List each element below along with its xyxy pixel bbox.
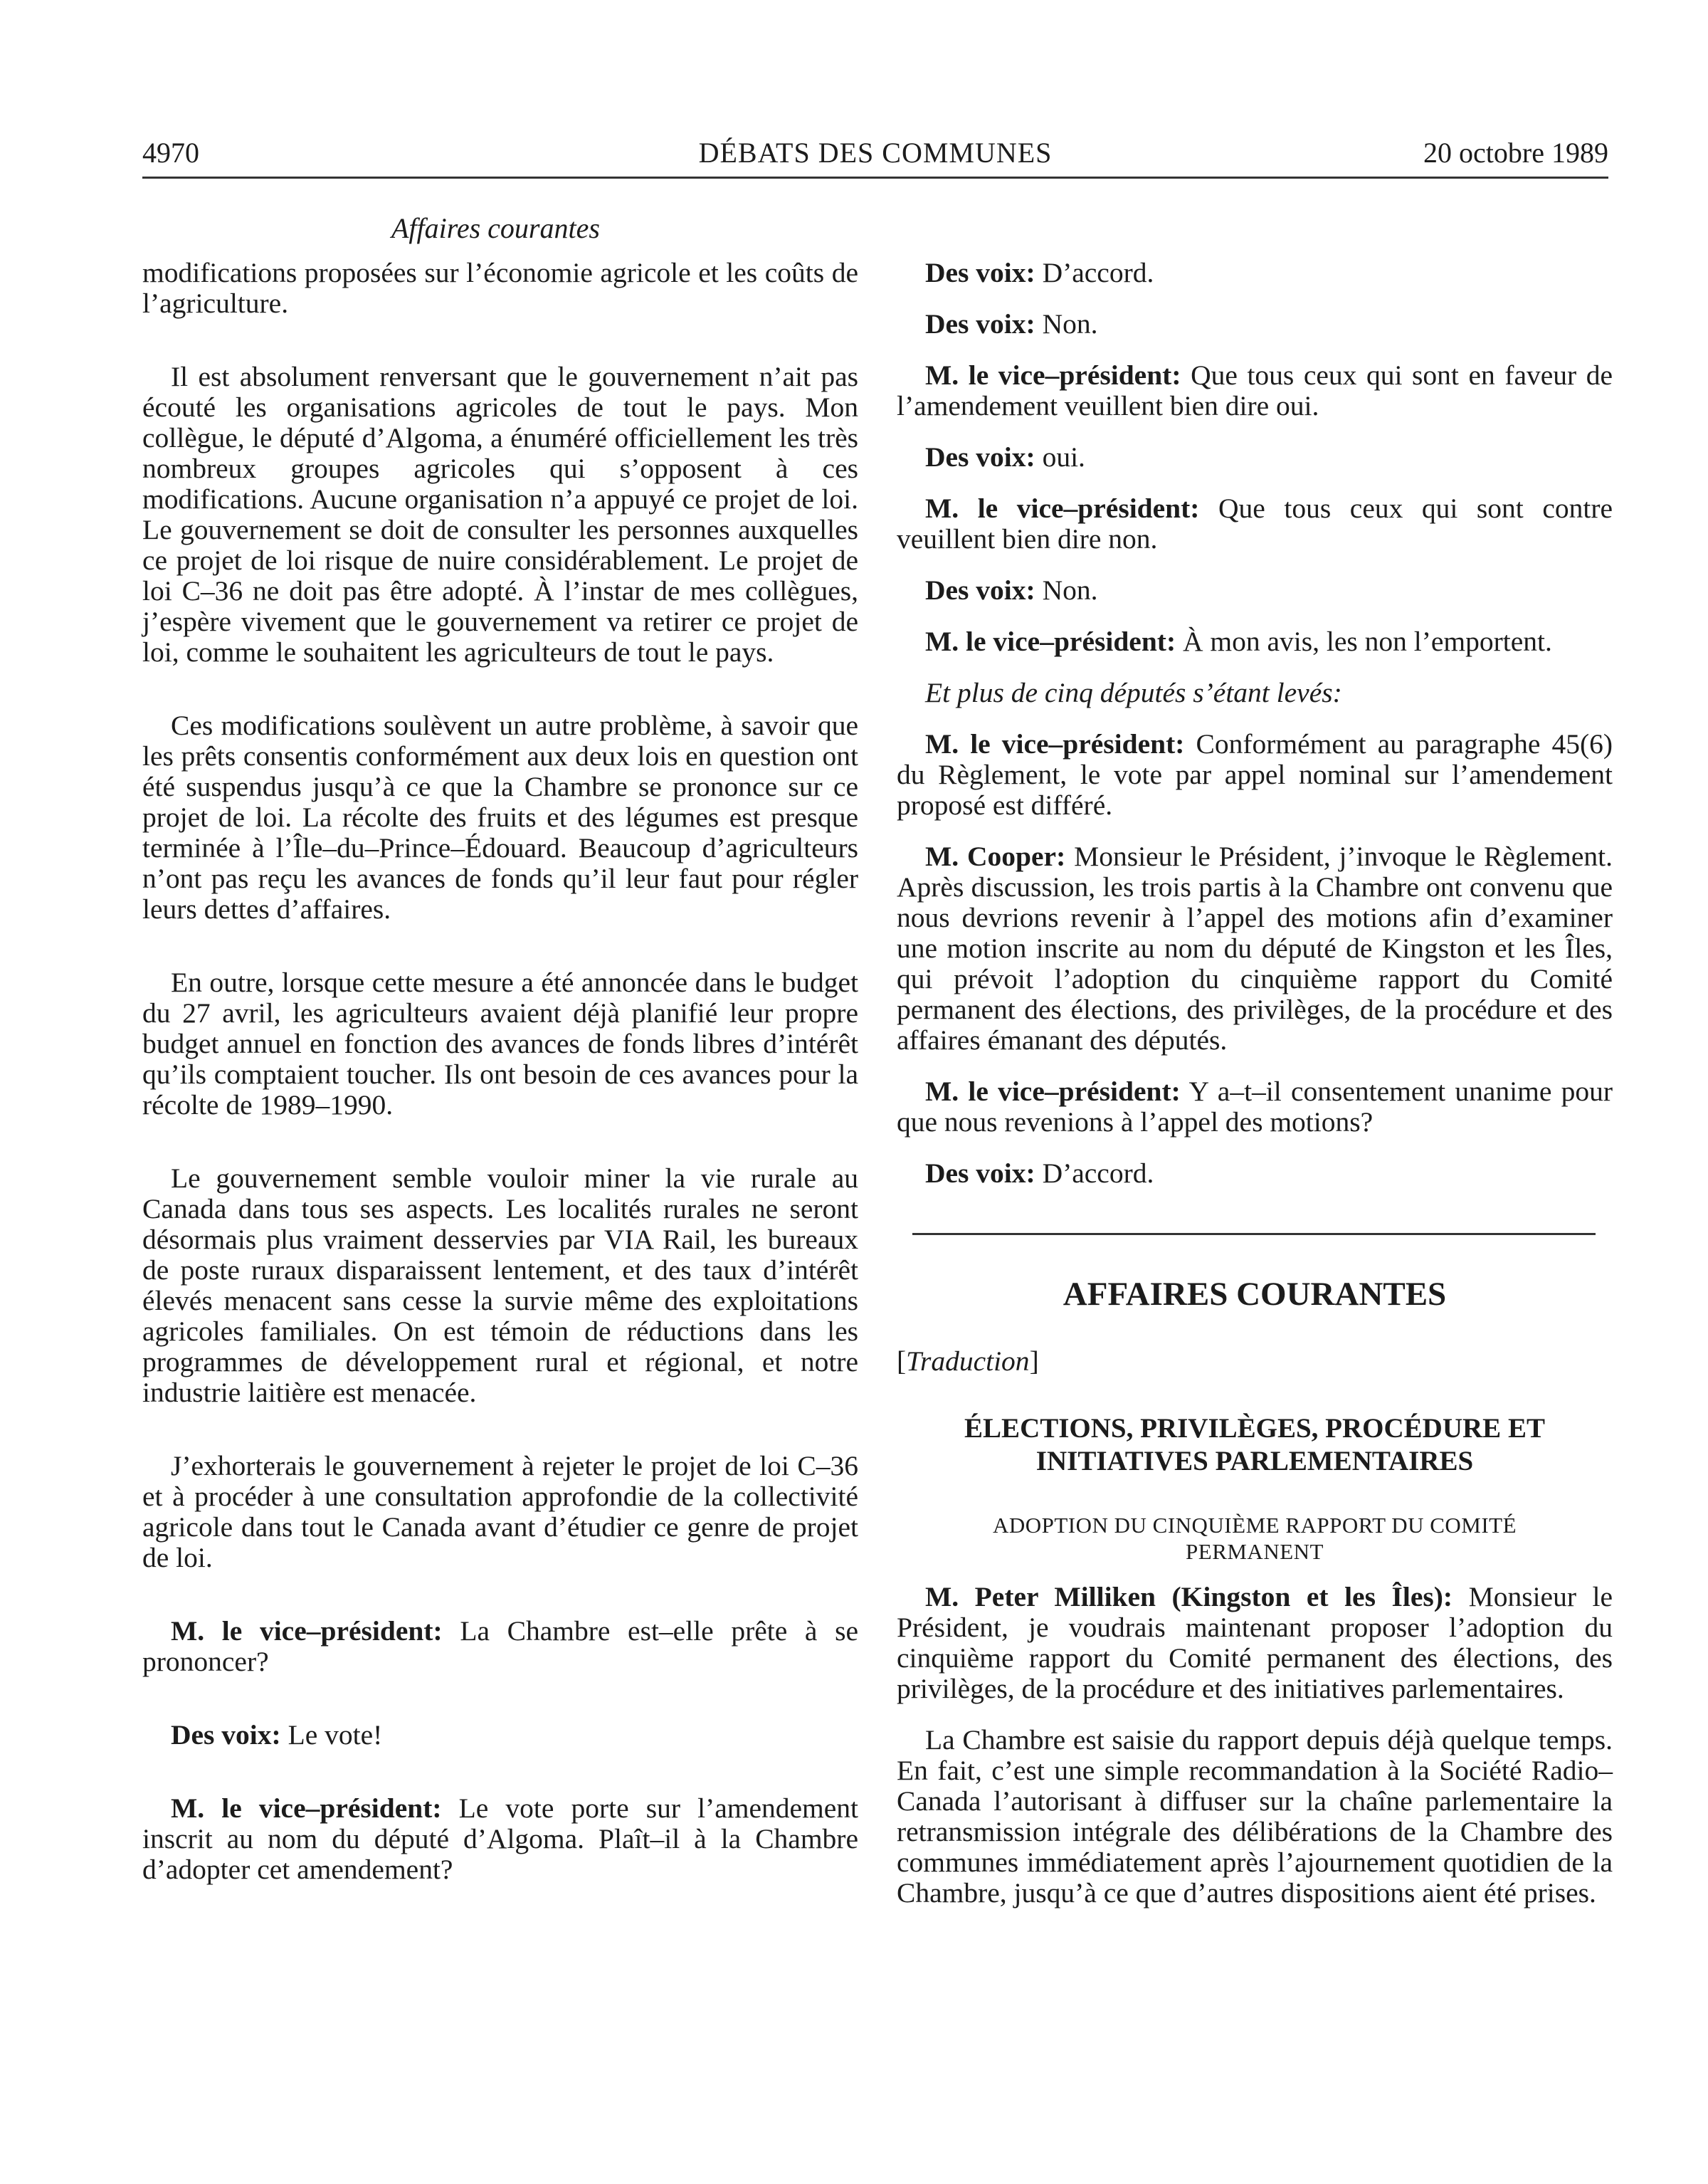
translation-note: [Traduction]: [897, 1345, 1039, 1377]
speech-paragraph: Des voix: oui.: [925, 441, 1085, 473]
speaker-name: M. le vice–président:: [925, 359, 1181, 391]
speaker-name: Des voix:: [925, 257, 1035, 288]
paragraph: J’exhorterais le gouvernement à rejeter le projet de loi C–36 et à procéder à une consultation approfondie de la collectivité agricole dans tout le Canada avant d’étudier ce genre de projet de loi.: [142, 1450, 858, 1573]
paragraph: Il est absolument renversant que le gouvernement n’ait pas écouté les organisations agricoles de tout le pays. Mon collègue, le député d’Algoma, a énuméré officiellement les très nombreux groupes agricoles qui s’opposent à ces modifications. Aucune organisation n’a appuyé ce projet de loi. Le gouvernement se doit de consulter les personnes auxquelles ce projet de loi risque de nuire considérablement. Le projet de loi C–36 ne doit pas être adopté. À l’instar de mes collègues, j’espère vivement que le gouvernement va retirer ce projet de loi, comme le souhaitent les agriculteurs de tout le pays.: [142, 361, 858, 668]
publication-title: DÉBATS DES COMMUNES: [698, 137, 1053, 169]
speech-paragraph: Des voix: Non.: [925, 308, 1098, 340]
speech-paragraph: Des voix: Non.: [925, 574, 1098, 606]
item-heading: ADOPTION DU CINQUIÈME RAPPORT DU COMITÉ PERMANENT: [992, 1513, 1517, 1564]
paragraph: Ces modifications soulèvent un autre problème, à savoir que les prêts consentis conformément aux deux lois en question ont été suspendus jusqu’à ce que la Chambre se prononce sur ce projet de loi. La récolte des fruits et des légumes est presque terminée à l’Île–du–Prince–Édouard. Beaucoup d’agriculteurs n’ont pas reçu les avances de fonds qu’il leur faut pour régler leurs dettes d’affaires.: [142, 710, 858, 925]
running-section-label: Affaires courantes: [391, 212, 600, 244]
speaker-name: M. Cooper:: [925, 841, 1066, 872]
stage-direction: Et plus de cinq députés s’étant levés:: [925, 677, 1342, 708]
section-divider: [912, 1233, 1596, 1235]
speaker-name: Des voix:: [925, 308, 1035, 340]
speaker-name: Des voix:: [925, 441, 1035, 473]
paragraph: En outre, lorsque cette mesure a été annoncée dans le budget du 27 avril, les agriculteurs avaient déjà planifié leur propre budget annuel en fonction des avances de fonds libres d’intérêt qu’ils comptaient toucher. Ils ont besoin de ces avances pour la récolte de 1989–1990.: [142, 967, 858, 1120]
subsection-heading: ÉLECTIONS, PRIVILÈGES, PROCÉDURE ET INITIATIVES PARLEMENTAIRES: [964, 1413, 1545, 1476]
speaker-name: M. Peter Milliken (Kingston et les Îles):: [925, 1581, 1453, 1612]
speech-paragraph: Des voix: Le vote!: [171, 1719, 383, 1750]
speech-paragraph: M. le vice–président: À mon avis, les non l’emportent.: [925, 626, 1552, 657]
page-date: 20 octobre 1989: [1423, 137, 1608, 169]
paragraph: La Chambre est saisie du rapport depuis déjà quelque temps. En fait, c’est une simple recommandation à la Société Radio–Canada l’autorisant à diffuser sur la chaîne parlementaire la retransmission intégrale des délibérations de la Chambre des communes immédiatement après l’ajournement quotidien de la Chambre, jusqu’à ce que d’autres dispositions aient été prises.: [897, 1724, 1613, 1909]
speaker-name: M. le vice–président:: [925, 1076, 1181, 1107]
page-number: 4970: [142, 137, 199, 169]
speaker-name: Des voix:: [925, 1157, 1035, 1189]
speech-paragraph: M. le vice–président: Que tous ceux qui sont en faveur de l’amendement veuillent bien dire oui.: [897, 359, 1613, 421]
speaker-name: M. le vice–président:: [925, 493, 1200, 524]
right-column: [897, 258, 1613, 1929]
speaker-name: M. le vice–président:: [925, 728, 1185, 760]
speech-paragraph: M. Peter Milliken (Kingston et les Îles): Monsieur le Président, je voudrais maintenant proposer l’adoption du cinquième rapport du Comité permanent des élections, des privilèges, de la procédure et des initiatives parlementaires.: [897, 1581, 1613, 1704]
paragraph: modifications proposées sur l’économie agricole et les coûts de l’agriculture.: [142, 257, 858, 319]
speech-paragraph: Des voix: D’accord.: [925, 1157, 1154, 1189]
page-header: [142, 135, 1608, 179]
speaker-name: M. le vice–président:: [925, 626, 1176, 657]
speech-paragraph: M. le vice–président: Y a–t–il consentement unanime pour que nous revenions à l’appel des motions?: [897, 1076, 1613, 1138]
speech-paragraph: M. le vice–président: Le vote porte sur l’amendement inscrit au nom du député d’Algoma. Plaît–il à la Chambre d’adopter cet amendement?: [142, 1792, 858, 1885]
speaker-name: M. le vice–président:: [171, 1615, 443, 1647]
left-column: [142, 258, 858, 1928]
paragraph: Le gouvernement semble vouloir miner la vie rurale au Canada dans tous ses aspects. Les localités rurales ne seront désormais plus vraiment desservies par VIA Rail, les bureaux de poste ruraux disparaissent lentement, et des taux d’intérêt élevés menacent sans cesse la survie même des exploitations agricoles familiales. On est témoin de réductions dans les programmes de développement rural et régional, et notre industrie laitière est menacée.: [142, 1162, 858, 1408]
section-heading: AFFAIRES COURANTES: [1063, 1276, 1447, 1313]
speech-paragraph: Des voix: D’accord.: [925, 257, 1154, 288]
speech-paragraph: M. le vice–président: Que tous ceux qui sont contre veuillent bien dire non.: [897, 493, 1613, 555]
speaker-name: Des voix:: [925, 574, 1035, 606]
speech-paragraph: M. Cooper: Monsieur le Président, j’invoque le Règlement. Après discussion, les trois partis à la Chambre ont convenu que nous devrions revenir à l’appel des motions afin d’examiner une motion inscrite au nom du député de Kingston et les Îles, qui prévoit l’adoption du cinquième rapport du Comité permanent des élections, des privilèges, de la procédure et des affaires émanant des députés.: [897, 841, 1613, 1056]
speech-paragraph: M. le vice–président: La Chambre est–elle prête à se prononcer?: [142, 1615, 859, 1677]
speech-paragraph: M. le vice–président: Conformément au paragraphe 45(6) du Règlement, le vote par appel nominal sur l’amendement proposé est différé.: [897, 728, 1613, 821]
speaker-name: Des voix:: [171, 1719, 281, 1750]
speaker-name: M. le vice–président:: [171, 1792, 442, 1824]
